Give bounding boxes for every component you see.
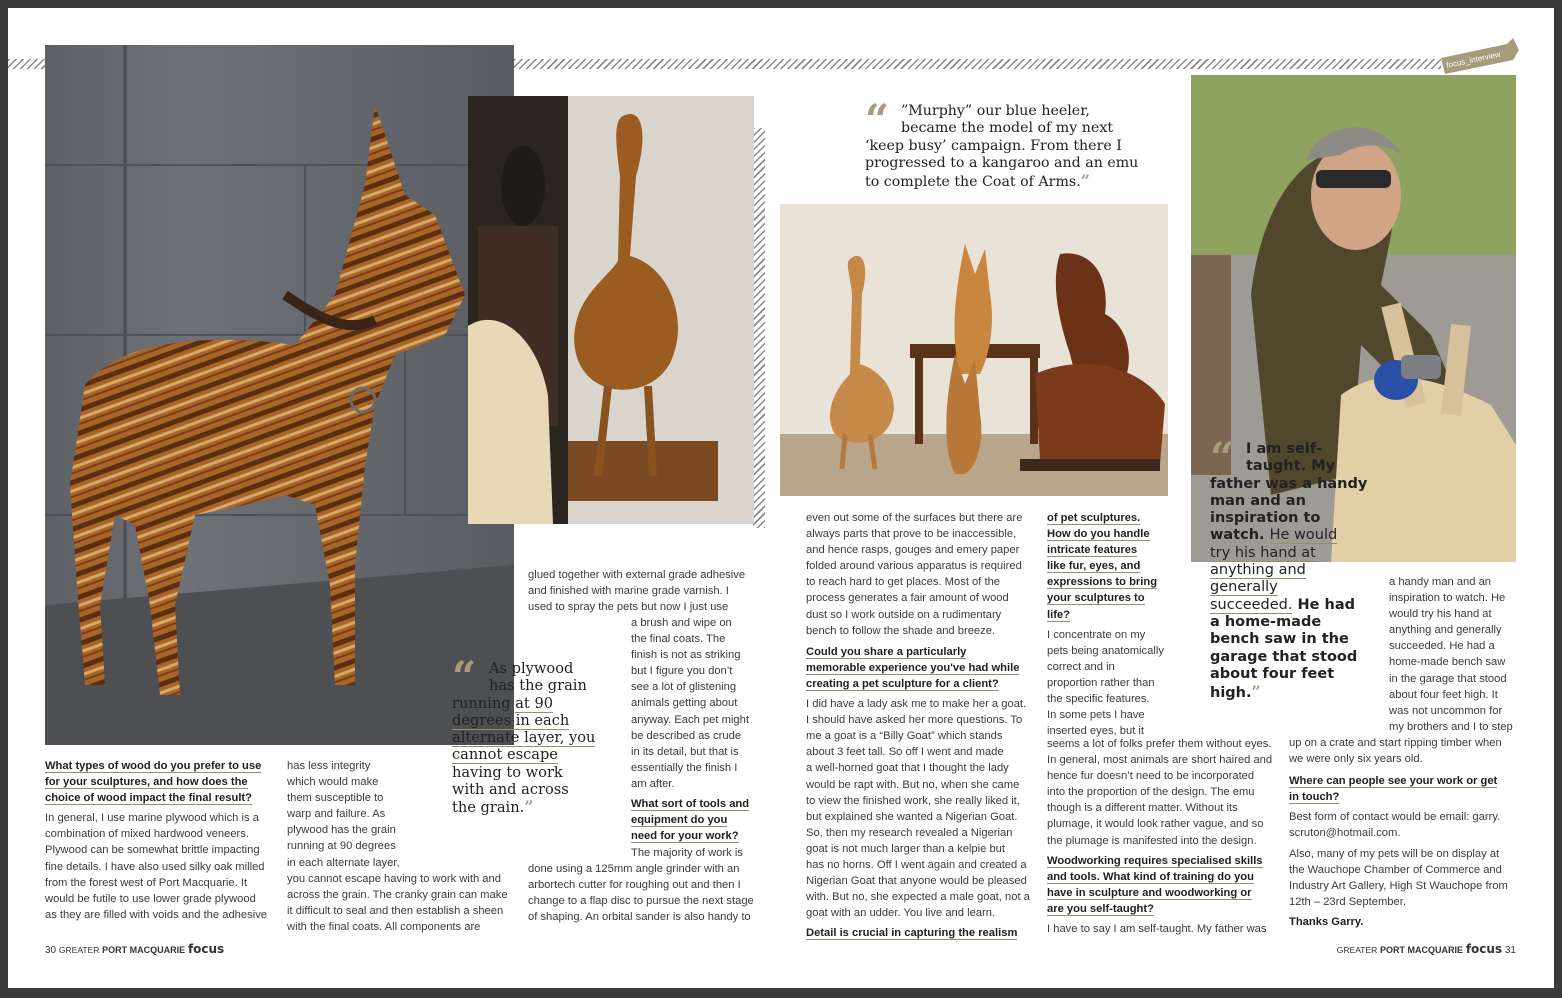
open-quote-icon: “ <box>452 652 471 701</box>
text-line: and finished with marine grade varnish. I <box>528 585 729 598</box>
self-taught-line: succeeded. <box>1210 596 1293 613</box>
top-hatch-left <box>8 59 45 69</box>
text-line: them susceptible to <box>287 792 384 805</box>
close-quote-icon: ” <box>1251 682 1261 702</box>
side-hatch <box>753 128 765 528</box>
text-line: warp and failure. As <box>287 808 386 821</box>
text-line: seems a lot of folks prefer them without eyes. <box>1047 738 1272 750</box>
plywood-line: having to work <box>452 763 563 781</box>
text-line: with the final coats. All components are <box>287 920 481 933</box>
text-line: proportion rather than <box>1047 676 1155 689</box>
text-line: running at 90 degrees <box>287 840 396 853</box>
text-line: you cannot escape having to work with and <box>287 872 501 885</box>
question-wood-types: What types of wood do you prefer to use for your sculptures, and how does the choice of wood impact the final result? <box>45 760 262 805</box>
text-line: finish is not as striking <box>631 649 741 662</box>
text-line: inserted eyes, but it <box>1047 725 1145 738</box>
text-line: In some pets I have <box>1047 709 1145 722</box>
plywood-line: the grain. <box>452 799 525 817</box>
text-line: Also, many of my pets will be on display at <box>1289 847 1500 860</box>
text-line: but I figure you don’t <box>631 665 733 678</box>
text-line: a handy man and an <box>1389 576 1492 588</box>
plywood-line: running <box>452 694 511 712</box>
text-line: the Wauchope Chamber of Commerce and <box>1289 863 1502 876</box>
text-line: would be rapt with. But no, when she came <box>806 778 1020 791</box>
text-line: essentially the finish I <box>631 761 738 774</box>
workshop-sculptures-photo <box>780 204 1168 496</box>
footer-brand: focus <box>187 942 225 956</box>
self-taught-line: He had <box>1297 596 1356 613</box>
text-line: home-made bench saw <box>1389 656 1506 669</box>
text-line: plumage, it would look rather vague, and so <box>1047 818 1264 831</box>
text-line: to reach hard to get places. Most of the <box>806 576 1001 589</box>
text-line: and hence rasps, gouges and emery paper <box>806 544 1020 557</box>
footer-place: PORT MACQUARIE <box>102 945 186 955</box>
question-where-to-see: Where can people see your work or get in touch? <box>1289 775 1498 804</box>
text-line: fine details. I have also used silky oak milled <box>45 860 265 873</box>
text-line: So, then my research revealed a Nigerian <box>806 826 1013 839</box>
column-6-wide <box>1289 735 1529 930</box>
text-line: glued together with external grade adhesive <box>528 569 746 581</box>
text-line: was not uncommon for <box>1389 704 1503 717</box>
text-line: Industry Art Gallery, High St Wauchope from <box>1289 879 1508 892</box>
text-line: Plywood can be somewhat brittle impacting <box>45 844 260 857</box>
text-line: change to a flap disc to pursue the next stage <box>528 895 754 908</box>
text-line: anything and generally <box>1389 624 1502 637</box>
self-taught-line: I am self- <box>1246 441 1322 457</box>
text-line: with. But no, she expected a male goat, not a <box>806 891 1030 904</box>
murphy-line: to complete the Coat of Arms. <box>865 174 1081 191</box>
text-line: Nigerian Goat that anyone would be pleased <box>806 875 1027 888</box>
murphy-line: ‘keep busy’ campaign. From there I <box>865 137 1122 154</box>
text-line: I have to say I am self-taught. My father was <box>1047 923 1267 936</box>
text-line: hence fur doesn’t need to be incorporated <box>1047 770 1255 783</box>
text-line: 12th – 23rd September. <box>1289 895 1406 908</box>
open-quote-icon: “ <box>865 95 884 144</box>
text-line: animals getting about <box>631 697 738 710</box>
self-taught-line: about four feet <box>1210 665 1335 682</box>
plywood-line: cannot escape <box>452 746 558 764</box>
text-line: me a goat is a “Billy Goat” which stands <box>806 730 1003 743</box>
text-line: used to spray the pets but now I just use <box>528 601 729 614</box>
footer-place: PORT MACQUARIE <box>1380 945 1464 955</box>
text-line: combination of mixed hardwood veneers. <box>45 828 249 841</box>
text-line: I did have a lady ask me to make her a goat. <box>806 698 1027 711</box>
column-3-narrow <box>631 615 766 844</box>
text-line: bench to follow the shade and breeze. <box>806 624 996 637</box>
text-line: see a lot of glistening <box>631 681 737 694</box>
self-taught-line: high. <box>1210 685 1252 702</box>
column-5-wide <box>1047 736 1287 937</box>
footer-left <box>45 942 224 956</box>
text-line: to view the finished work, she really liked it, <box>806 794 1020 807</box>
text-line: from the forest west of Port Macquarie. It <box>45 876 248 889</box>
text-line: would be futile to use lower grade plywood <box>45 892 256 905</box>
close-quote-icon: ” <box>1080 171 1088 191</box>
text-line: dust so I work outside on a rudimentary <box>806 608 1002 621</box>
plywood-line: As plywood <box>489 660 574 677</box>
footer-right <box>1337 942 1516 956</box>
text-line: In general, I use marine plywood which is a <box>45 812 259 825</box>
text-line: into the proportion of the design. The emu <box>1047 786 1255 799</box>
section-ribbon <box>1441 38 1521 78</box>
self-taught-line: a home-made <box>1210 613 1322 630</box>
column-2 <box>287 758 517 935</box>
text-line: across the grain. The cranky grain can make <box>287 888 508 901</box>
text-line: it difficult to seal and then establish a sheen <box>287 904 504 917</box>
text-line: even out some of the surfaces but there are <box>806 512 1023 524</box>
text-line: arbortech cutter for roughing out and then I <box>528 879 741 892</box>
text-line: as they are filled with voids and the adhesive <box>45 908 268 921</box>
column-4 <box>806 510 1042 941</box>
text-line: goat with an udder. You live and learn. <box>806 907 996 920</box>
text-line: we were only six years old. <box>1289 753 1423 766</box>
page-number-left: 30 <box>45 945 57 956</box>
text-line: scruton@hotmail.com. <box>1289 827 1401 840</box>
question-tools: What sort of tools and equipment do you need for your work? <box>631 798 750 843</box>
text-line: goat is not much larger than a kelpie but <box>806 842 1006 855</box>
text-line: in the garage that stood <box>1389 672 1507 685</box>
text-line: in each alternate layer, <box>287 856 400 869</box>
question-intricate-features: of pet sculptures. How do you handle intricate features like fur, eyes, and expressions to bring your sculptures to life? <box>1047 512 1158 621</box>
self-taught-line: inspiration to <box>1210 510 1321 527</box>
text-line: but explained she wanted a Nigerian Goat. <box>806 810 1018 823</box>
text-line: In general, most animals are short haired and <box>1047 754 1273 767</box>
murphy-line: progressed to a kangaroo and an emu <box>865 154 1139 171</box>
text-line: has no horns. Off I went again and created a <box>806 858 1027 871</box>
self-taught-line: man and an <box>1210 492 1306 509</box>
text-line: which would make <box>287 776 379 789</box>
column-3-bottom <box>528 845 768 925</box>
text-line: process generates a fair amount of wood <box>806 592 1009 605</box>
text-line: The majority of work is <box>631 847 743 859</box>
close-quote-icon: ” <box>524 797 532 817</box>
text-line: about four feet high. It <box>1389 688 1498 701</box>
text-line: the specific features. <box>1047 693 1150 706</box>
text-line: up on a crate and start ripping timber when <box>1289 737 1502 749</box>
plywood-line: has the grain <box>489 677 587 695</box>
murphy-pull-quote <box>865 95 1185 191</box>
text-line: the final coats. The <box>631 633 726 646</box>
text-line: a well-horned goat that I thought the lady <box>806 762 1009 775</box>
self-taught-line: anything and <box>1210 562 1306 579</box>
text-line: done using a 125mm angle grinder with an <box>528 863 740 876</box>
murphy-line: ”Murphy” our blue heeler, <box>901 103 1090 119</box>
text-line: pets being anatomically <box>1047 644 1164 657</box>
plywood-line: at 90 <box>515 694 554 712</box>
question-detail-realism: Detail is crucial in capturing the realism <box>806 927 1018 940</box>
column-6-narrow <box>1389 574 1524 735</box>
text-line: the plumage is manifested into the design. <box>1047 834 1257 847</box>
section-tag: focus_interview <box>1445 49 1502 70</box>
question-memorable-experience: Could you share a particularly memorable experience you've had while creating a pet sculpture for a client? <box>806 645 1020 690</box>
dog-sculpture-photo <box>45 45 514 745</box>
text-line: would try his hand at <box>1389 608 1492 621</box>
plywood-line: alternate layer, you <box>452 729 596 747</box>
text-line: be described as crude <box>631 729 742 742</box>
text-line: folded around various apparatus is required <box>806 560 1022 573</box>
text-line: am after. <box>631 777 675 790</box>
text-line: correct and in <box>1047 660 1115 673</box>
page-number-right: 31 <box>1504 945 1516 956</box>
text-line: my brothers and I to step <box>1389 720 1513 733</box>
text-line: Best form of contact would be email: garry. <box>1289 811 1501 824</box>
text-line: inspiration to watch. He <box>1389 592 1506 605</box>
top-hatch-right <box>514 59 1441 69</box>
plywood-line: with and across <box>452 781 569 799</box>
self-taught-line: bench saw in the <box>1210 631 1349 648</box>
question-training: Woodworking requires specialised skills and tools. What kind of training do you have in sculpture and woodworking or are you self-taught? <box>1047 854 1263 915</box>
self-taught-line: generally <box>1210 579 1278 596</box>
footer-greater: GREATER <box>1336 945 1378 955</box>
column-5-narrow <box>1047 510 1187 739</box>
self-taught-line: father was a handy <box>1210 475 1368 492</box>
self-taught-line: watch. <box>1210 527 1265 544</box>
emu-sculpture-photo <box>468 96 754 524</box>
text-line: I should have asked her more questions. To <box>806 714 1023 727</box>
text-line: in its detail, but that is <box>631 745 739 758</box>
text-line: plywood has the grain <box>287 824 396 837</box>
text-line: a brush and wipe on <box>631 617 732 629</box>
footer-greater: GREATER <box>58 945 100 955</box>
text-line: succeeded. He had a <box>1389 640 1495 653</box>
magazine-spread <box>8 8 1554 988</box>
plywood-line: degrees in each <box>452 711 570 729</box>
murphy-line: became the model of my next <box>901 120 1114 137</box>
column-3-top <box>528 567 768 615</box>
text-line: of shaping. An orbital sander is also handy to <box>528 911 751 924</box>
self-taught-line: garage that stood <box>1210 648 1358 665</box>
text-line: always parts that prove to be inaccessible, <box>806 528 1017 541</box>
text-line: I concentrate on my <box>1047 628 1146 641</box>
self-taught-line: He would <box>1269 527 1338 544</box>
text-line: anyway. Each pet might <box>631 713 749 726</box>
text-line: has less integrity <box>287 760 371 772</box>
text-line: about 3 feet tall. So off I went and made <box>806 746 1004 759</box>
thanks-line: Thanks Garry. <box>1289 915 1364 928</box>
text-line: though is a different matter. Without its <box>1047 802 1238 815</box>
open-quote-icon: “ <box>1210 433 1229 482</box>
self-taught-line: taught. My <box>1246 458 1336 475</box>
self-taught-pull-quote <box>1210 433 1370 702</box>
footer-brand: focus <box>1465 942 1503 956</box>
self-taught-line: try his hand at <box>1210 544 1316 561</box>
column-1 <box>45 758 277 923</box>
